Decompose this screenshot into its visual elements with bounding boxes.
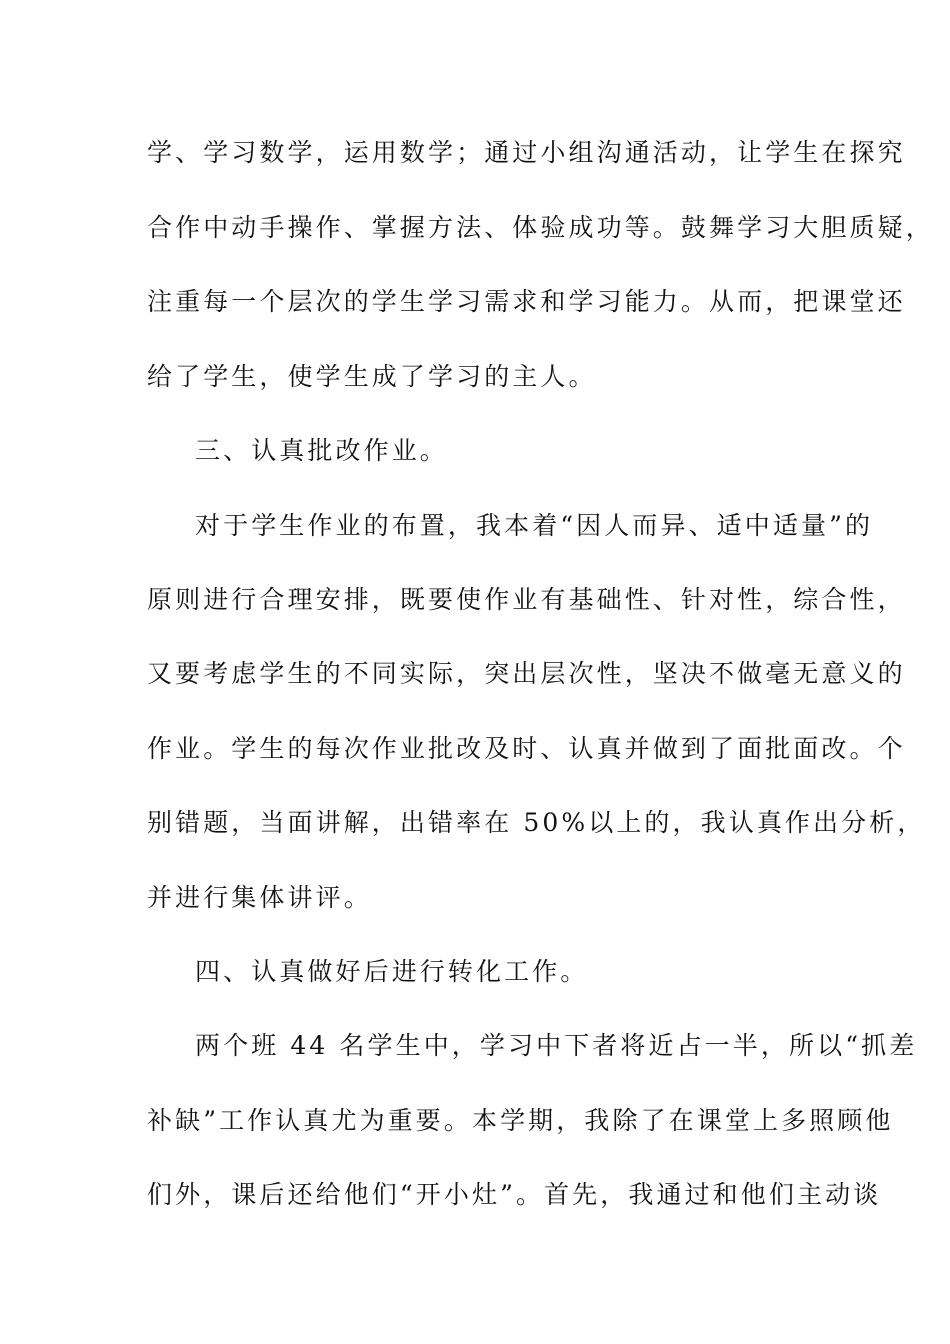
paragraph-line: 又要考虑学生的不同实际，突出层次性，坚决不做毫无意义的	[147, 659, 906, 688]
paragraph-line: 并进行集体讲评。	[147, 883, 372, 912]
paragraph-line: 别错题，当面讲解，出错率在 50%以上的，我认真作出分析，	[147, 808, 926, 837]
paragraph-line: 两个班 44 名学生中，学习中下者将近占一半，所以“抓差	[195, 1031, 918, 1060]
paragraph-line: 学、学习数学，运用数学；通过小组沟通活动，让学生在探究	[147, 138, 906, 167]
paragraph-line: 原则进行合理安排，既要使作业有基础性、针对性，综合性，	[147, 585, 906, 614]
section-heading: 四、认真做好后进行转化工作。	[195, 957, 589, 986]
paragraph-line: 注重每一个层次的学生学习需求和学习能力。从而，把课堂还	[147, 287, 906, 316]
paragraph-line: 对于学生作业的布置，我本着“因人而异、适中适量”的	[195, 511, 874, 540]
section-heading: 三、认真批改作业。	[195, 436, 448, 465]
paragraph-line: 补缺”工作认真尤为重要。本学期，我除了在课堂上多照顾他	[147, 1106, 894, 1135]
paragraph-line: 给了学生，使学生成了学习的主人。	[147, 362, 597, 391]
paragraph-line: 作业。学生的每次作业批改及时、认真并做到了面批面改。个	[147, 734, 906, 763]
paragraph-line: 们外，课后还给他们“开小灶”。首先，我通过和他们主动谈	[147, 1180, 882, 1209]
paragraph-line: 合作中动手操作、掌握方法、体验成功等。鼓舞学习大胆质疑，	[147, 213, 934, 242]
